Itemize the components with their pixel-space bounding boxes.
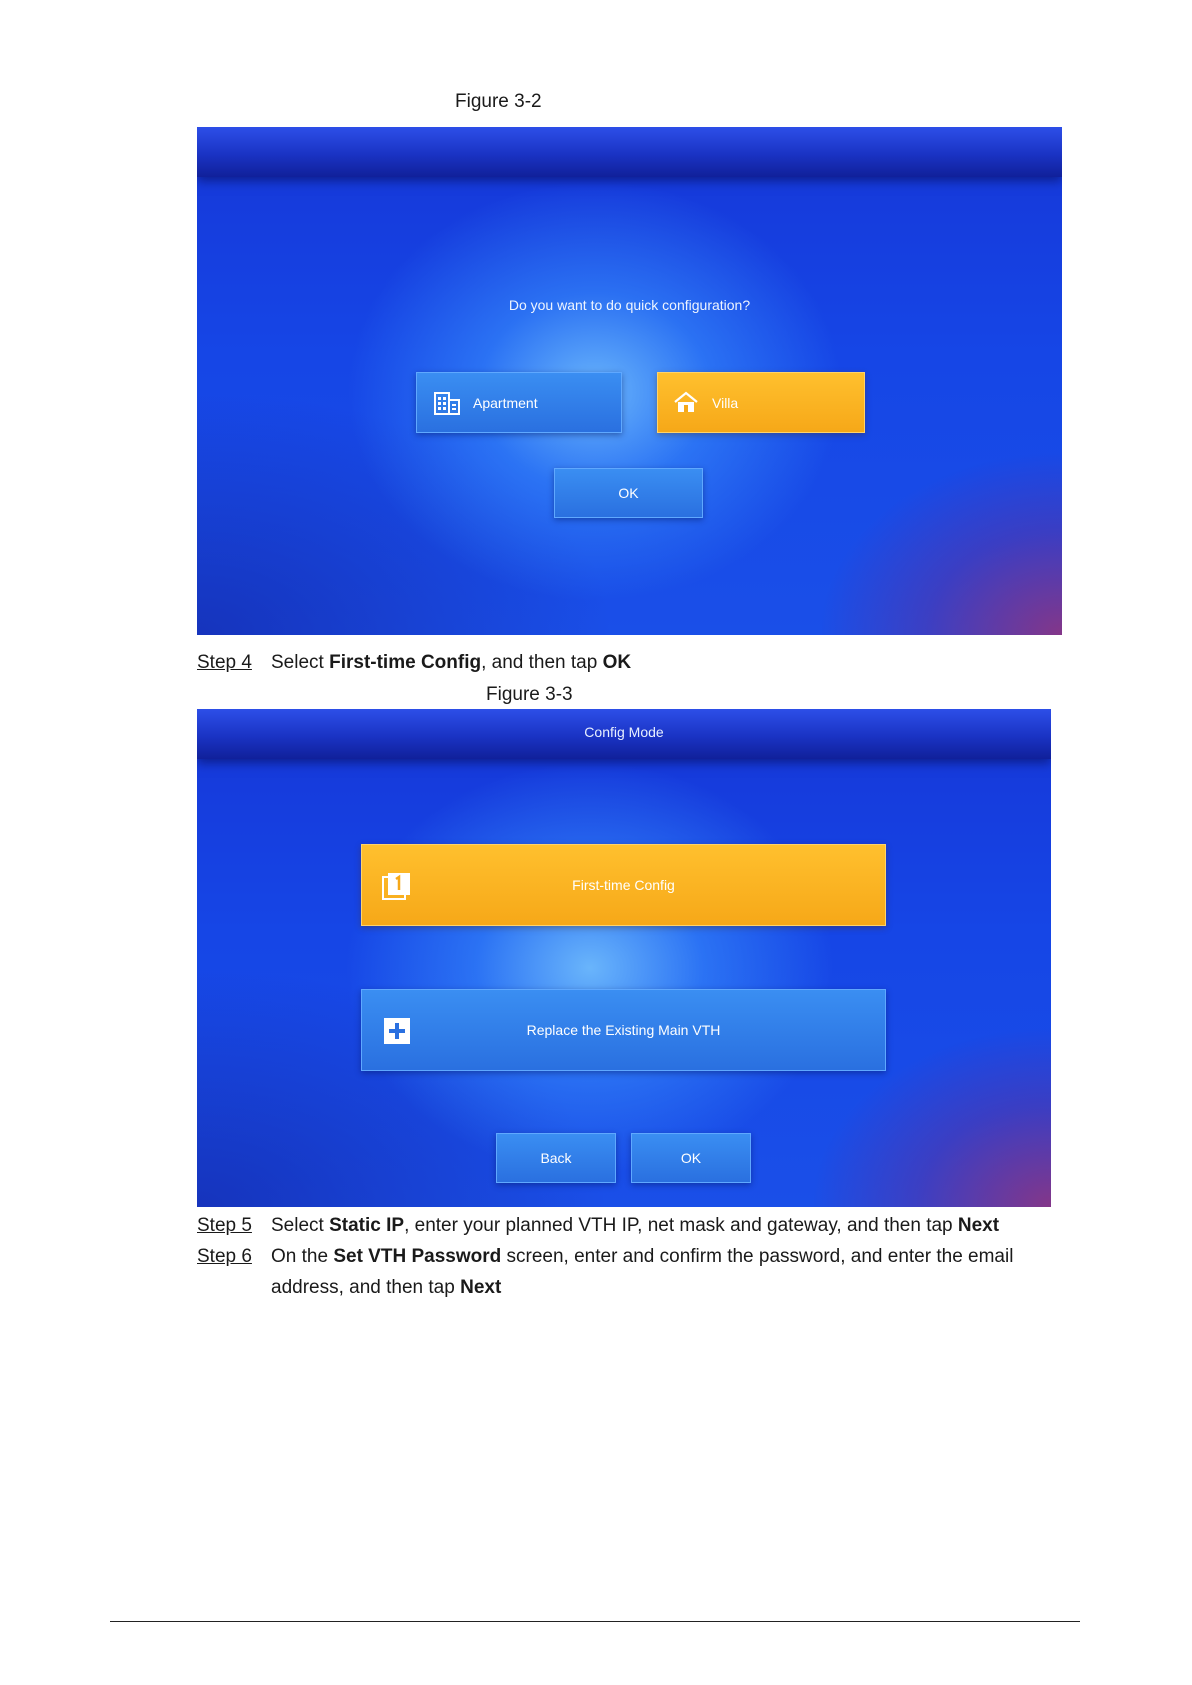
figure-caption: Figure 3-3 <box>486 684 573 705</box>
quick-config-prompt: Do you want to do quick configuration? <box>508 297 751 313</box>
first-time-icon <box>382 872 414 905</box>
first-time-config-button[interactable] <box>361 844 886 926</box>
ok-label: OK <box>680 1150 702 1166</box>
step-bold-term: First-time Config <box>329 652 482 673</box>
figure-caption: Figure 3-2 <box>455 91 542 112</box>
step-5 <box>197 1215 999 1237</box>
top-bar <box>197 127 1062 177</box>
step-text: Select <box>271 652 330 673</box>
step-number: Step 5 <box>197 1215 252 1236</box>
step-bold-term: OK <box>602 652 632 673</box>
step-text: address, and then tap <box>271 1277 461 1298</box>
replace-main-vth-button[interactable] <box>361 989 886 1071</box>
step-bold-term: Static IP <box>329 1215 405 1236</box>
villa-button[interactable] <box>657 372 865 433</box>
step-number: Step 6 <box>197 1246 252 1267</box>
apartment-label: Apartment <box>473 394 538 411</box>
step-text: On the <box>271 1246 334 1267</box>
building-icon <box>434 391 460 418</box>
apartment-button[interactable] <box>416 372 622 433</box>
ok-button[interactable] <box>554 468 703 518</box>
quick-config-screen <box>197 127 1062 635</box>
top-bar <box>197 709 1051 759</box>
step-number: Step 4 <box>197 652 252 673</box>
house-icon <box>673 390 699 417</box>
screen-title: Config Mode <box>584 724 664 740</box>
step-bold-term: Set VTH Password <box>333 1246 502 1267</box>
config-mode-screen <box>197 709 1051 1207</box>
step-text: Select <box>271 1215 330 1236</box>
step-6 <box>197 1246 1013 1268</box>
step-text: , and then tap <box>481 652 603 673</box>
replace-main-vth-label: Replace the Existing Main VTH <box>526 1022 721 1038</box>
plus-icon <box>384 1018 410 1047</box>
step-text: screen, enter and confirm the password, and enter the email <box>501 1246 1014 1267</box>
step-4 <box>197 652 631 674</box>
step-text: , enter your planned VTH IP, net mask and gateway, and then tap <box>404 1215 958 1236</box>
back-button[interactable] <box>496 1133 616 1183</box>
ok-button[interactable] <box>631 1133 751 1183</box>
step-6-continuation <box>271 1277 501 1299</box>
villa-label: Villa <box>712 394 739 411</box>
step-bold-term: Next <box>957 1215 1000 1236</box>
back-label: Back <box>540 1150 572 1166</box>
ok-label: OK <box>618 485 639 501</box>
first-time-config-label: First-time Config <box>572 877 675 893</box>
footer-divider <box>110 1621 1080 1622</box>
step-bold-term: Next <box>460 1277 502 1298</box>
